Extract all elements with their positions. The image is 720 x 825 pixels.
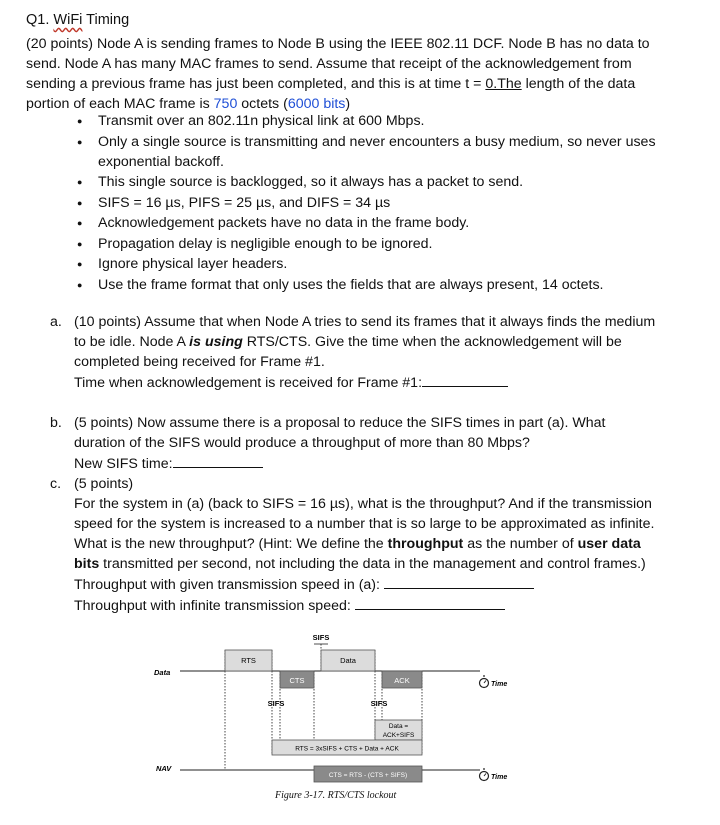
part-c-bold-user-data-bits: user data bits (74, 536, 641, 572)
title-wifi-word: WiFi (53, 12, 83, 28)
part-a-text (74, 312, 660, 372)
part-c (50, 474, 660, 616)
part-c-points: (5 points) (74, 476, 134, 492)
intro-750: 750 (213, 96, 238, 112)
question-parts (50, 312, 660, 616)
assumption-item: ● Propagation delay is negligible enough to be ignored. (77, 234, 657, 254)
intro-text-1: (20 points) Node A is sending frames to Node B using the IEEE 802.11 DCF. Node B has no data to send. Node A has many MAC frames to send. Assume that receipt of the acknowledgement from sending a previous frame has just been completed, and this is at time t = (26, 36, 650, 92)
intro-text-4: ) (345, 96, 351, 112)
rts-cts-timing-diagram (150, 630, 530, 810)
assumption-item: ● Only a single source is transmitting and never encounters a busy medium, so never uses exponential backoff. (77, 132, 657, 172)
part-a-answer-label: Time when acknowledgement is received for Frame #1: (74, 375, 423, 391)
part-c-bold-throughput: throughput (387, 536, 464, 552)
part-c-answer-line-1 (74, 574, 660, 595)
intro-text-2: length of the data portion of each MAC frame is (26, 76, 636, 112)
part-b-answer-label: New SIFS time: (74, 456, 173, 472)
part-c-answer-label-2: Throughput with infinite transmission speed: (74, 598, 351, 614)
part-c-answer-blank-2[interactable] (355, 595, 505, 610)
data-eq-line-1: Data = (388, 723, 409, 730)
stopwatch-icon (480, 675, 489, 688)
rts-cts-figure (150, 630, 530, 810)
part-b-answer-blank[interactable] (173, 453, 263, 468)
data-row-label: Data (154, 668, 171, 677)
part-a-text-1: (10 points) Assume that when Node A tries to send its frames that it always finds the medium to be idle. Node A (74, 314, 656, 350)
figure-caption: Figure 3-17. RTS/CTS lockout (275, 790, 397, 801)
cts-eq-label: CTS = RTS - (CTS + SIFS) (328, 772, 408, 779)
title-rest: Timing (82, 12, 130, 28)
time-label-2: Time (491, 774, 508, 781)
part-c-text-2: as the number of (463, 536, 578, 552)
data-frame-label: Data (340, 656, 356, 665)
part-c-answer-line-2 (74, 595, 660, 616)
sifs-left-label: SIFS (267, 699, 285, 708)
assumption-item: ● Use the frame format that only uses the fields that are always present, 14 octets. (77, 275, 657, 295)
part-c-text-3: transmitted per second, not including the data in the management and control frames.) (99, 556, 646, 572)
nav-row-label: NAV (156, 764, 172, 773)
title-prefix: Q1. (26, 12, 54, 28)
time-label-1: Time (491, 681, 508, 688)
sifs-right-label: SIFS (370, 699, 388, 708)
part-c-text-1: For the system in (a) (back to SIFS = 16 µs), what is the throughput? And if the transmission speed for the system is increased to a number that is so large to be approximated as infinite. What is the new throughput? (Hint: We define the (74, 496, 655, 552)
part-a-text-2: RTS/CTS. Give the time when the acknowledgement will be completed being received for Frame #1. (74, 334, 622, 370)
part-b-answer-line (74, 453, 660, 474)
question-title (26, 12, 129, 28)
assumption-item: ● This single source is backlogged, so it always has a packet to send. (77, 172, 657, 192)
part-b (50, 413, 660, 474)
part-c-text (74, 494, 660, 574)
stopwatch-icon (480, 768, 489, 781)
assumption-item: ● Transmit over an 802.11n physical link at 600 Mbps. (77, 111, 657, 131)
assumption-item: ● Ignore physical layer headers. (77, 254, 657, 274)
intro-text-3: octets ( (237, 96, 288, 112)
part-a-answer-line (74, 372, 660, 393)
assumption-list (77, 111, 657, 295)
part-a-emphasis: is using (189, 334, 243, 350)
intro-6000-bits: 6000 bits (287, 96, 346, 112)
part-a (50, 312, 660, 393)
part-a-answer-blank[interactable] (422, 372, 508, 387)
rts-label: RTS (241, 656, 256, 665)
sifs-top-label: SIFS (312, 633, 330, 642)
part-a-letter: a. (50, 314, 62, 330)
part-c-letter: c. (50, 476, 62, 492)
part-c-answer-label-1: Throughput with given transmission speed in (a): (74, 577, 380, 593)
data-eq-line-2: ACK+SIFS (382, 732, 415, 739)
assumption-item: ● Acknowledgement packets have no data in the frame body. (77, 213, 657, 233)
intro-t0: 0.The (485, 76, 522, 92)
part-b-letter: b. (50, 415, 62, 431)
part-c-answer-blank-1[interactable] (384, 574, 534, 589)
cts-label: CTS (289, 676, 305, 685)
rts-eq-label: RTS = 3xSIFS + CTS + Data + ACK (295, 745, 399, 753)
question-intro (26, 34, 666, 114)
part-b-text: (5 points) Now assume there is a proposal to reduce the SIFS times in part (a). What duration of the SIFS would produce a throughput of more than 80 Mbps? (74, 415, 606, 451)
ack-label: ACK (394, 676, 410, 685)
assumption-item: ● SIFS = 16 µs, PIFS = 25 µs, and DIFS = 34 µs (77, 193, 657, 213)
